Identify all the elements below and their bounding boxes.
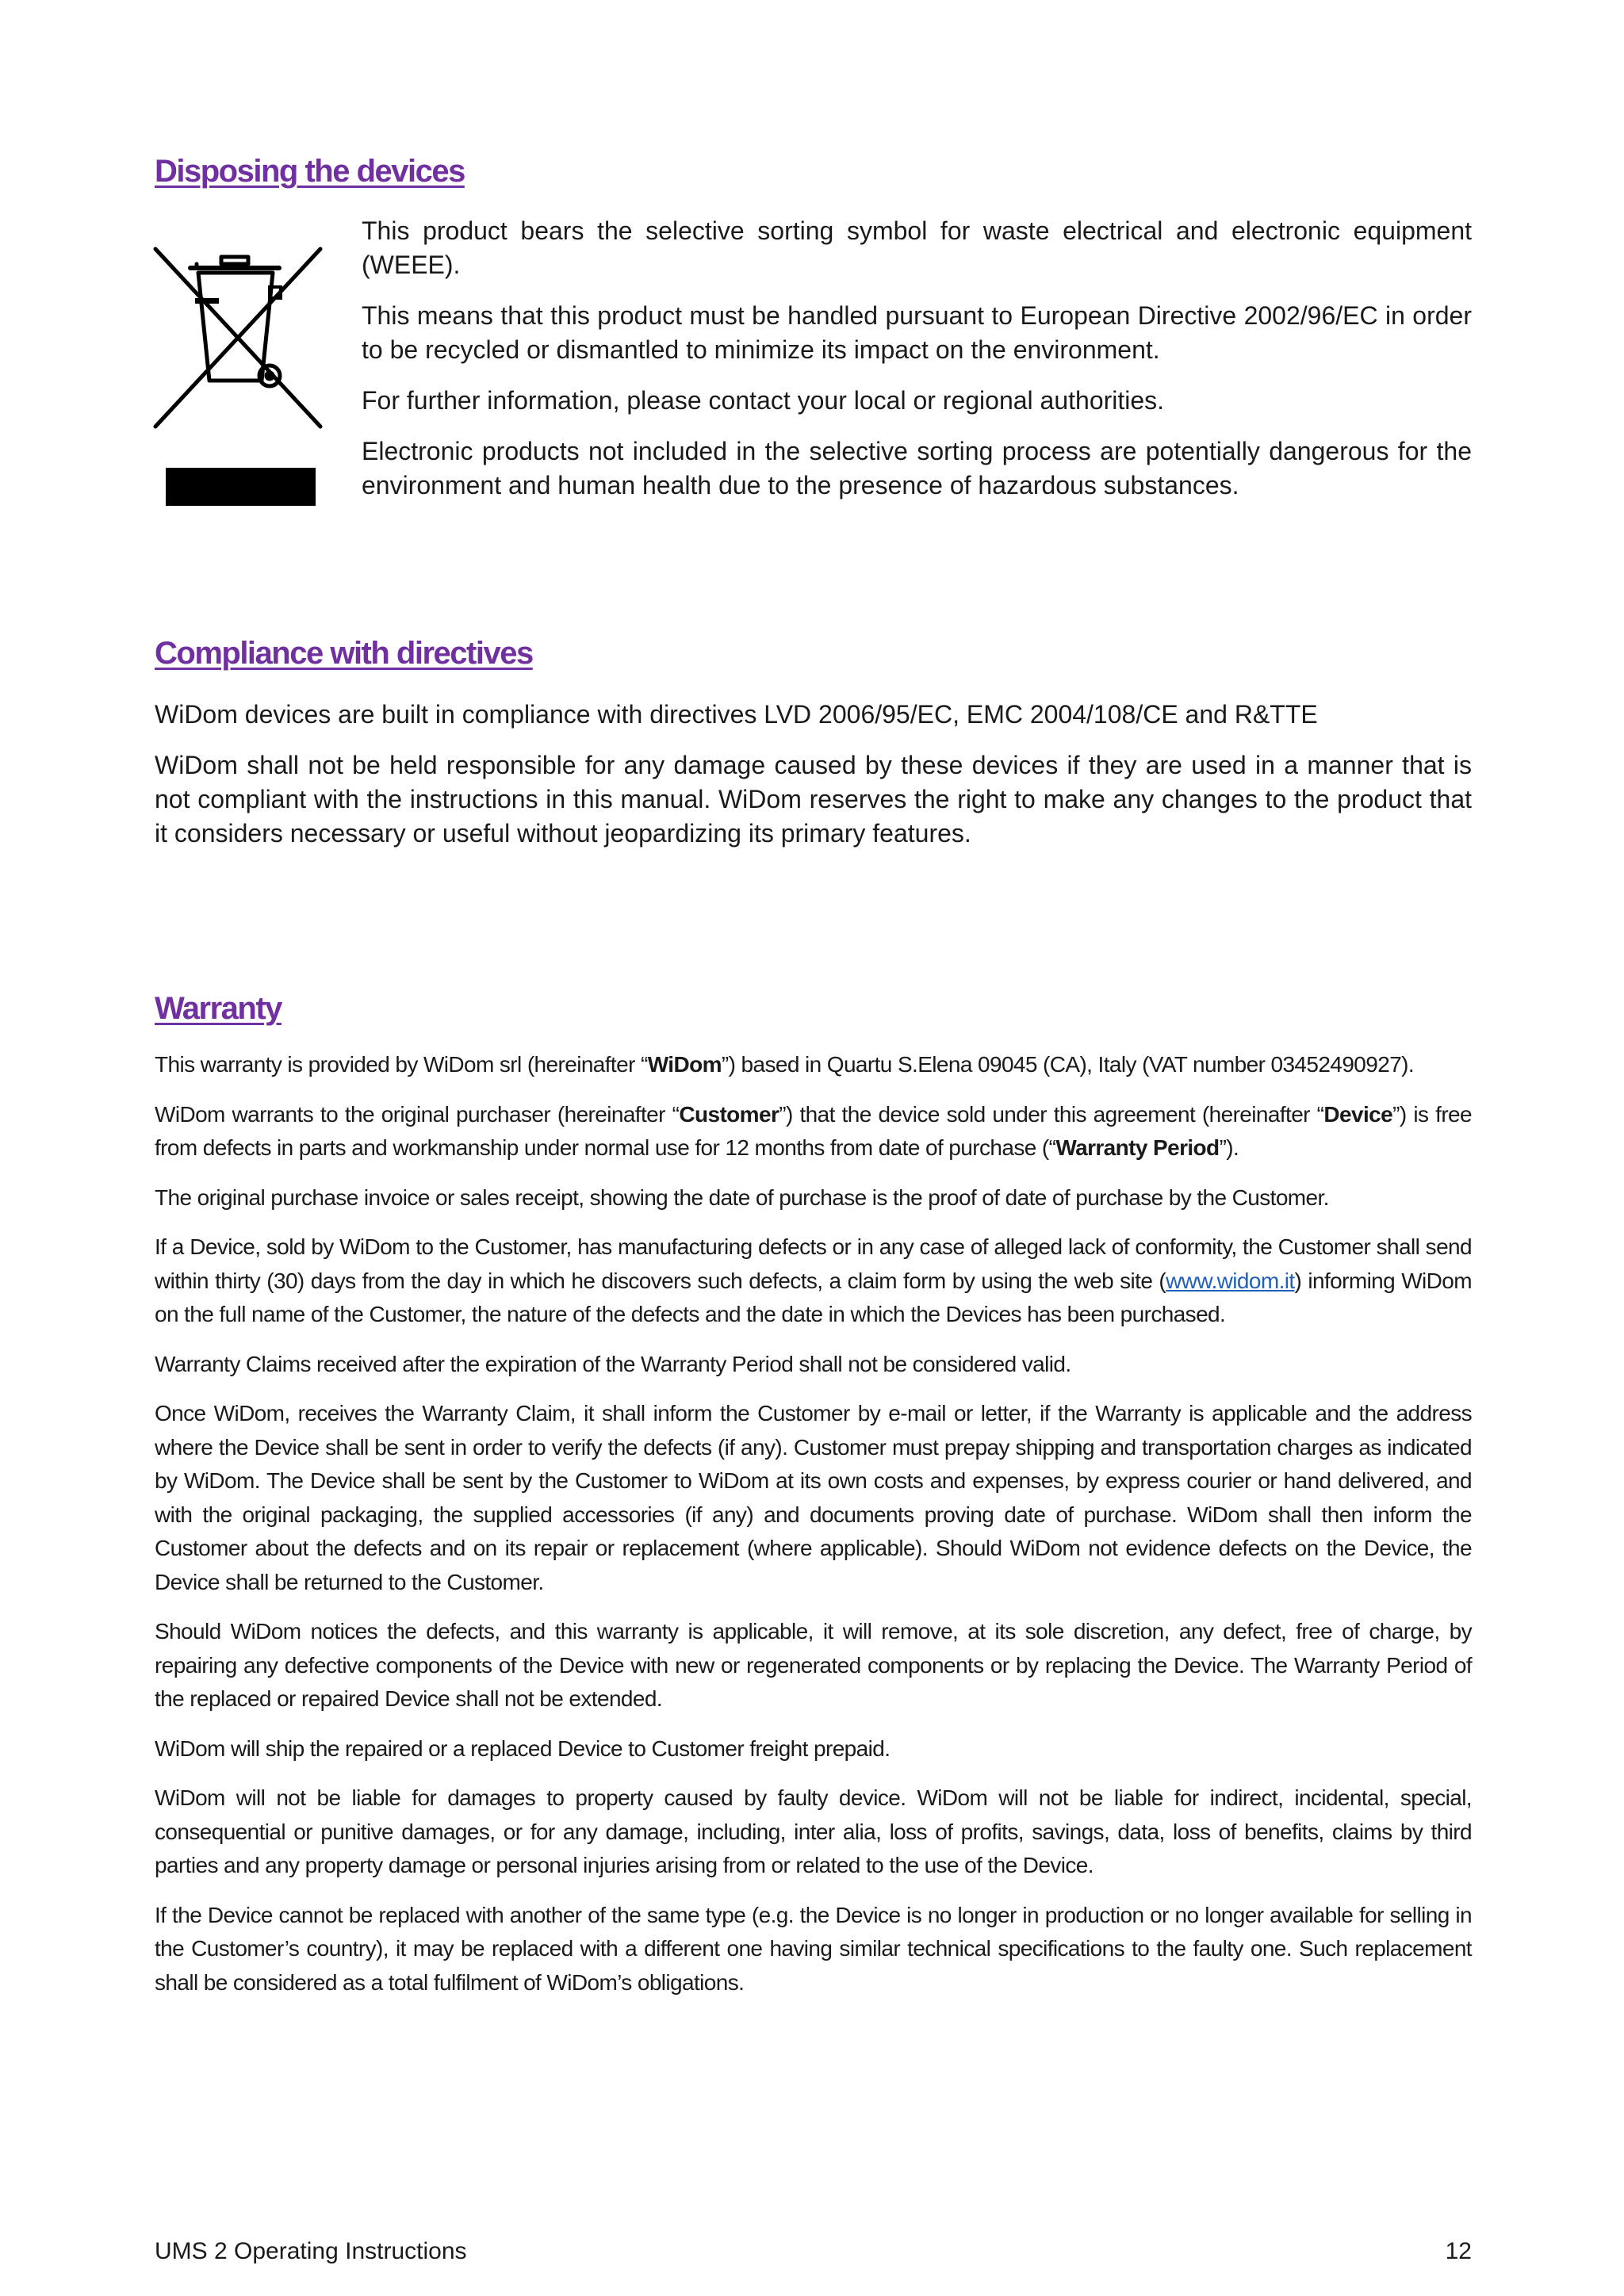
weee-crossed-bin-icon bbox=[151, 239, 333, 438]
warranty-paragraph-10: If the Device cannot be replaced with another of the same type (e.g. the Device is no longer in production or no longer available for selling in the Customer’s country), it may be replaced with a different one having similar technical specifications to the faulty one. Such replacement shall be considered as a total fulfilment of WiDom’s obligations. bbox=[155, 1902, 1472, 1995]
warranty-text bbox=[155, 1048, 1472, 2015]
warranty-paragraph-3: The original purchase invoice or sales receipt, showing the date of purchase is the proof of date of purchase by the Customer. bbox=[155, 1184, 1329, 1210]
disposing-paragraph-4: Electronic products not included in the selective sorting process are potentially dangerous for the environment and human health due to the presence of hazardous substances. bbox=[362, 437, 1472, 499]
warranty-paragraph-4: If a Device, sold by WiDom to the Customer, has manufacturing defects or in any case of alleged lack of conformity, the Customer shall send within thirty (30) days from the day in which he discovers such defects, a claim form by using the web site (www.widom.it) informing WiDom on the full name of the Customer, the nature of the defects and the date in which the Devices has been purchased. bbox=[155, 1234, 1472, 1326]
widom-website-link[interactable]: www.widom.it bbox=[1166, 1268, 1295, 1293]
footer-document-title: UMS 2 Operating Instructions bbox=[155, 2238, 467, 2264]
warranty-paragraph-8: WiDom will ship the repaired or a replaced Device to Customer freight prepaid. bbox=[155, 1735, 891, 1761]
warranty-paragraph-2: WiDom warrants to the original purchaser (hereinafter “Customer”) that the device sold under this agreement (hereinafter “Device”) is free from defects in parts and workmanship under normal use for 12 months from date of purchase (“Warranty Period”). bbox=[155, 1101, 1472, 1160]
compliance-paragraph-1: WiDom devices are built in compliance with directives LVD 2006/95/EC, EMC 2004/108/CE and R&TTE bbox=[155, 700, 1318, 729]
disposing-text bbox=[362, 214, 1472, 519]
warranty-paragraph-1: This warranty is provided by WiDom srl (hereinafter “WiDom”) based in Quartu S.Elena 09045 (CA), Italy (VAT number 03452490927). bbox=[155, 1052, 1415, 1077]
heading-warranty: Warranty bbox=[155, 991, 282, 1026]
disposing-paragraph-3: For further information, please contact your local or regional authorities. bbox=[362, 386, 1165, 415]
disposing-paragraph-2: This means that this product must be handled pursuant to European Directive 2002/96/EC in order to be recycled or dismantled to minimize its impact on the environment. bbox=[362, 301, 1472, 364]
heading-disposing: Disposing the devices bbox=[155, 154, 465, 189]
heading-compliance: Compliance with directives bbox=[155, 636, 533, 671]
compliance-text bbox=[155, 698, 1472, 867]
warranty-paragraph-7: Should WiDom notices the defects, and this warranty is applicable, it will remove, at its sole discretion, any defect, free of charge, by repairing any defective components of the Device with new or regenerated components or by replacing the Device. The Warranty Period of the replaced or repaired Device shall not be extended. bbox=[155, 1619, 1472, 1711]
warranty-paragraph-5: Warranty Claims received after the expiration of the Warranty Period shall not be considered valid. bbox=[155, 1351, 1071, 1376]
warranty-paragraph-9: WiDom will not be liable for damages to property caused by faulty device. WiDom will not be liable for indirect, incidental, special, consequential or punitive damages, or for any damage, including, inter alia, loss of profits, savings, data, loss of benefits, claims by third parties and any property damage or personal injuries arising from or related to the use of the Device. bbox=[155, 1785, 1472, 1877]
footer-page-number: 12 bbox=[1445, 2238, 1472, 2264]
disposing-paragraph-1: This product bears the selective sorting symbol for waste electrical and electronic equipment (WEEE). bbox=[362, 216, 1472, 279]
weee-black-bar bbox=[166, 468, 316, 506]
warranty-paragraph-6: Once WiDom, receives the Warranty Claim, it shall inform the Customer by e-mail or letter, if the Warranty is applicable and the address where the Device shall be sent in order to verify the defects (if any). Customer must prepay shipping and transportation charges as indicated by WiDom. The Device shall be sent by the Customer to WiDom at its own costs and expenses, by express courier or hand delivered, and with the original packaging, the supplied accessories (if any) and documents proving date of purchase. WiDom shall then inform the Customer about the defects and on its repair or replacement (where applicable). Should WiDom not evidence defects on the Device, the Device shall be returned to the Customer. bbox=[155, 1401, 1472, 1594]
compliance-paragraph-2: WiDom shall not be held responsible for any damage caused by these devices if they are used in a manner that is not compliant with the instructions in this manual. WiDom reserves the right to make any changes to the product that it considers necessary or useful without jeopardizing its primary features. bbox=[155, 751, 1472, 848]
